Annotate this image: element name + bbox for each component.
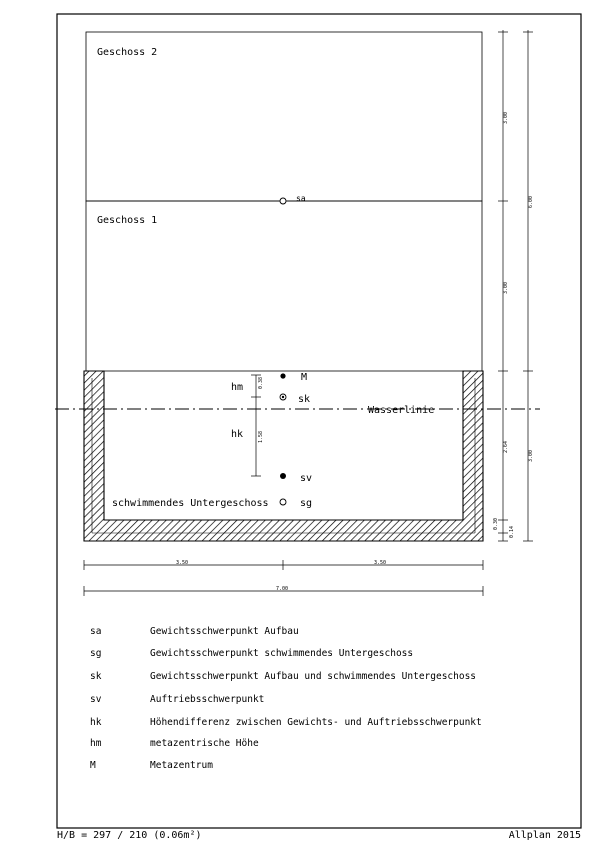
software-info: Allplan 2015 xyxy=(508,830,581,841)
dim-draft: 2.64 xyxy=(503,440,509,453)
floor-2-label: Geschoss 2 xyxy=(97,47,158,58)
point-M xyxy=(280,372,307,383)
dim-wall-a: 0.30 xyxy=(493,517,499,530)
legend-key-sa: sa xyxy=(90,626,102,637)
legend-key-hk: hk xyxy=(90,717,102,728)
hk-label: hk xyxy=(231,429,244,440)
hm-label: hm xyxy=(231,382,244,393)
legend-text-M: Metazentrum xyxy=(150,760,213,771)
legend-text-sg: Gewichtsschwerpunkt schwimmendes Untergeschoss xyxy=(150,648,414,659)
point-sg xyxy=(280,498,312,509)
svg-text:0.38: 0.38 xyxy=(258,376,264,389)
svg-text:M: M xyxy=(301,372,308,383)
format-info: H/B = 297 / 210 (0.06m²) xyxy=(57,830,202,841)
legend-key-sg: sg xyxy=(90,648,102,659)
dim-right-width: 3.50 xyxy=(374,560,387,566)
dim-floors-total: 6.00 xyxy=(528,195,534,208)
floor-1-label: Geschoss 1 xyxy=(97,215,158,226)
point-sa xyxy=(280,194,306,204)
basement-label: schwimmendes Untergeschoss xyxy=(112,498,269,509)
legend-key-hm: hm xyxy=(90,738,102,749)
point-sv xyxy=(280,473,312,484)
dim-basement-total: 3.00 xyxy=(528,449,534,462)
dim-left-width: 3.50 xyxy=(176,560,189,566)
hm-dimension xyxy=(231,375,264,397)
bottom-dimension-chain-1 xyxy=(84,560,483,570)
legend-text-sv: Auftriebsschwerpunkt xyxy=(150,694,265,705)
dim-total-width: 7.00 xyxy=(276,586,289,592)
svg-text:sg: sg xyxy=(300,498,313,509)
legend-key-M: M xyxy=(90,760,96,771)
legend-text-sa: Gewichtsschwerpunkt Aufbau xyxy=(150,626,299,637)
legend-key-sv: sv xyxy=(90,694,102,705)
svg-text:sv: sv xyxy=(300,473,313,484)
dim-floor2: 3.00 xyxy=(503,111,509,124)
waterline-label: Wasserlinie xyxy=(368,405,435,416)
svg-text:sa: sa xyxy=(296,194,306,203)
right-dimension-chain-2 xyxy=(523,30,533,541)
svg-text:sk: sk xyxy=(298,394,311,405)
legend-text-sk: Gewichtsschwerpunkt Aufbau und schwimmendes Untergeschoss xyxy=(150,671,477,682)
floor-1-box xyxy=(86,201,482,371)
dim-wall-b: 0.14 xyxy=(509,525,515,538)
legend-text-hk: Höhendifferenz zwischen Gewichts- und Auftriebsschwerpunkt xyxy=(150,717,482,728)
sheet-frame xyxy=(57,14,581,828)
svg-text:1.58: 1.58 xyxy=(258,430,264,443)
legend-key-sk: sk xyxy=(90,671,102,682)
point-sk xyxy=(280,394,310,405)
legend-text-hm: metazentrische Höhe xyxy=(150,738,259,749)
dim-floor1: 3.00 xyxy=(503,281,509,294)
legend xyxy=(90,626,482,771)
